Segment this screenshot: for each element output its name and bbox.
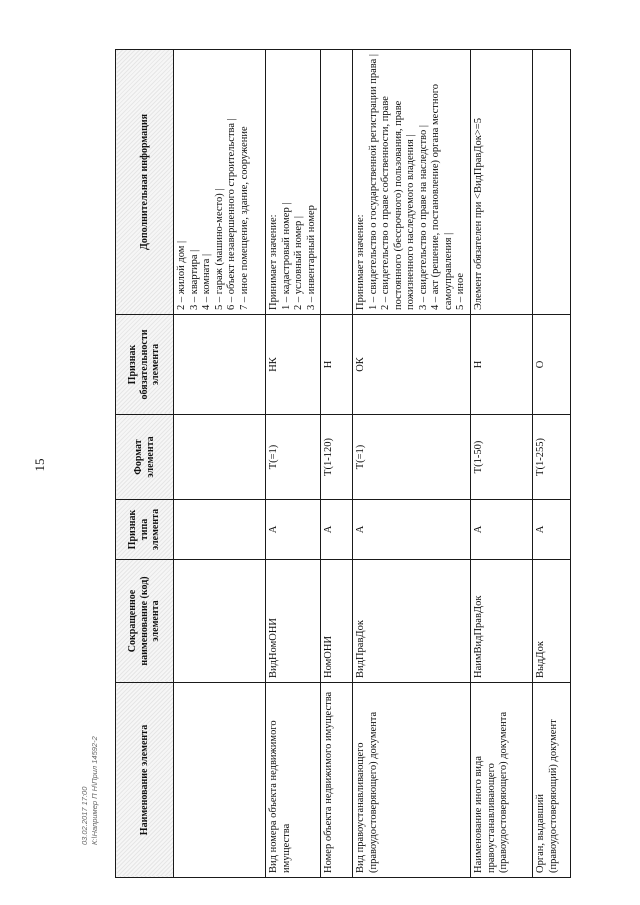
cell-code: НомОНИ: [321, 560, 353, 683]
cell-required: НК: [266, 315, 321, 415]
cell-name: Номер объекта недвижимого имущества: [321, 683, 353, 878]
column-header-code: Сокращенное наименование (код) элемента: [116, 560, 174, 683]
column-header-type: Признак типа элемента: [116, 500, 174, 560]
column-header-info: Дополнительная информация: [116, 50, 174, 315]
cell-code: [174, 560, 266, 683]
cell-info: [533, 50, 571, 315]
table-row: [174, 50, 266, 878]
elements-table-rotated: [115, 50, 559, 878]
table-row: [353, 50, 471, 878]
cell-format: Т(1-50): [471, 415, 533, 500]
info-line: 4 – комната |: [201, 253, 212, 310]
info-line: 3 – свидетельство о праве на наследство |: [417, 125, 429, 310]
info-line: 2 – условный номер |: [293, 216, 304, 310]
cell-format: Т(1-120): [321, 415, 353, 500]
column-header-name: Наименование элемента: [116, 683, 174, 878]
cell-info: [353, 50, 471, 315]
info-line: 5 – иное: [455, 272, 466, 310]
cell-format: [174, 415, 266, 500]
cell-name: Вид номера объекта недвижимого имущества: [266, 683, 321, 878]
table-row: [321, 50, 353, 878]
info-line: 3 – инвентарный номер: [305, 205, 317, 310]
cell-type: А: [353, 500, 471, 560]
cell-required: ОК: [353, 315, 471, 415]
cell-required: О: [533, 315, 571, 415]
cell-info: [471, 50, 533, 315]
info-line: 7 – иное помещение, здание, сооружение: [238, 126, 250, 310]
info-line: 5 – гараж (машино-место) |: [213, 188, 225, 310]
cell-name: [174, 683, 266, 878]
info-line: 2 – жилой дом |: [176, 240, 187, 310]
info-line: 4 – акт (решение, постановление) органа местного самоуправления |: [430, 83, 454, 310]
table-row: [471, 50, 533, 878]
header-row: [116, 50, 174, 878]
cell-name: Вид правоустанавливающего (правоудостоверяющего) документа: [353, 683, 471, 878]
cell-type: А: [533, 500, 571, 560]
cell-format: Т(=1): [353, 415, 471, 500]
cell-type: А: [321, 500, 353, 560]
cell-type: А: [266, 500, 321, 560]
page-number: 15: [32, 458, 47, 472]
info-line: Принимает значение:: [268, 214, 279, 310]
cell-name: Наименование иного вида правоустанавливающего (правоудостоверяющего) документа: [471, 683, 533, 878]
cell-info: [174, 50, 266, 315]
cell-format: Т(1-255): [533, 415, 571, 500]
info-line: 2 – свидетельство о праве собственности, праве постоянного (бессрочного) пользования, праве пожизненного наследуемого владения |: [380, 96, 416, 310]
cell-type: А: [471, 500, 533, 560]
cell-type: [174, 500, 266, 560]
cell-code: ВидНомОНИ: [266, 560, 321, 683]
footer-stamp: [80, 625, 104, 845]
info-line: 3 – квартира |: [188, 249, 200, 310]
cell-required: Н: [471, 315, 533, 415]
cell-code: ВыдДок: [533, 560, 571, 683]
cell-format: Т(=1): [266, 415, 321, 500]
column-header-format: Формат элемента: [116, 415, 174, 500]
cell-required: [174, 315, 266, 415]
table-row: [533, 50, 571, 878]
cell-required: Н: [321, 315, 353, 415]
elements-table: [115, 49, 571, 878]
info-line: Элемент обязателен при <ВидПравДок>=5: [473, 118, 484, 310]
footer-line: К:\Например П Н\Прил 14592-2: [90, 736, 99, 845]
info-line: 1 – свидетельство о государственной регистрации права |: [367, 54, 379, 310]
cell-code: ВидПравДок: [353, 560, 471, 683]
cell-name: Орган, выдавший (правоудостоверяющий) документ: [533, 683, 571, 878]
table-row: [266, 50, 321, 878]
footer-line: 03.02.2017 17:00: [80, 786, 89, 845]
cell-code: НаимВидПравДок: [471, 560, 533, 683]
column-header-required: Признак обязательности элемента: [116, 315, 174, 415]
info-line: 6 – объект незавершенного строительства |: [226, 118, 237, 310]
cell-info: [266, 50, 321, 315]
cell-info: [321, 50, 353, 315]
info-line: 1 – кадастровый номер |: [280, 202, 292, 310]
info-line: Принимает значение:: [355, 214, 366, 310]
